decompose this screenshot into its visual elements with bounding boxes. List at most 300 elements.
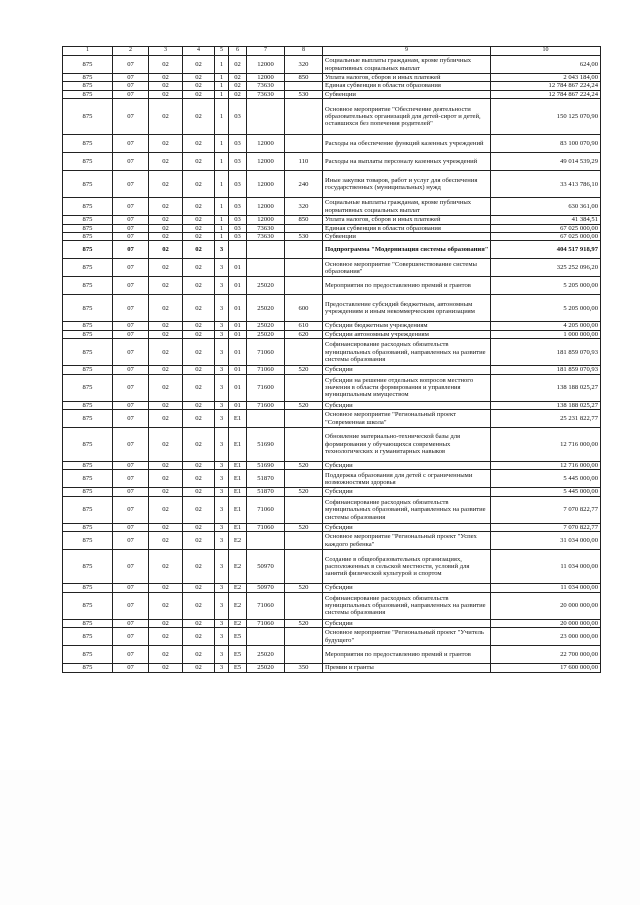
activity-code-cell: 03 bbox=[229, 198, 247, 216]
program-code-cell: 02 bbox=[183, 233, 215, 241]
section-code-cell: 07 bbox=[113, 646, 149, 664]
subsection-code-cell: 02 bbox=[149, 462, 183, 470]
ministry-code-cell: 875 bbox=[63, 646, 113, 664]
program-code-cell: 02 bbox=[183, 224, 215, 232]
activity-code-cell: 03 bbox=[229, 135, 247, 153]
program-code-cell: 02 bbox=[183, 619, 215, 627]
program-code-cell: 02 bbox=[183, 664, 215, 672]
amount-cell: 17 600 000,00 bbox=[491, 664, 601, 672]
activity-code-cell: E1 bbox=[229, 428, 247, 462]
section-code-cell: 07 bbox=[113, 241, 149, 259]
activity-code-cell: 02 bbox=[229, 74, 247, 82]
table-row bbox=[63, 74, 601, 82]
table-row bbox=[63, 523, 601, 531]
subsection-code-cell: 02 bbox=[149, 646, 183, 664]
table-row bbox=[63, 646, 601, 664]
subsection-code-cell: 02 bbox=[149, 339, 183, 366]
direction-code-cell bbox=[247, 628, 285, 646]
program-code-cell: 02 bbox=[183, 241, 215, 259]
subprogram-code-cell: 1 bbox=[215, 233, 229, 241]
ministry-code-cell: 875 bbox=[63, 488, 113, 496]
amount-cell: 11 034 000,00 bbox=[491, 550, 601, 584]
description-cell: Софинансирование расходных обязательств муниципальных образований, направленных на развитие системы образования bbox=[323, 496, 491, 523]
expense-type-code-cell bbox=[285, 259, 323, 277]
section-code-cell: 07 bbox=[113, 374, 149, 401]
direction-code-cell bbox=[247, 410, 285, 428]
table-row bbox=[63, 259, 601, 277]
expense-type-code-cell: 320 bbox=[285, 198, 323, 216]
direction-code-cell: 51690 bbox=[247, 462, 285, 470]
expense-type-code-cell bbox=[285, 592, 323, 619]
section-code-cell: 07 bbox=[113, 259, 149, 277]
program-code-cell: 02 bbox=[183, 428, 215, 462]
description-cell: Основное мероприятие "Региональный проект "Учитель будущего" bbox=[323, 628, 491, 646]
description-cell: Социальные выплаты гражданам, кроме публичных нормативных социальных выплат bbox=[323, 198, 491, 216]
expense-type-code-cell bbox=[285, 550, 323, 584]
budget-table-sheet bbox=[62, 46, 600, 673]
expense-type-code-cell bbox=[285, 496, 323, 523]
activity-code-cell: 03 bbox=[229, 171, 247, 198]
direction-code-cell: 12000 bbox=[247, 74, 285, 82]
program-code-cell: 02 bbox=[183, 295, 215, 322]
direction-code-cell: 51870 bbox=[247, 488, 285, 496]
ministry-code-cell: 875 bbox=[63, 339, 113, 366]
subsection-code-cell: 02 bbox=[149, 619, 183, 627]
subsection-code-cell: 02 bbox=[149, 224, 183, 232]
ministry-code-cell: 875 bbox=[63, 330, 113, 338]
table-row bbox=[63, 550, 601, 584]
direction-code-cell: 71600 bbox=[247, 374, 285, 401]
description-cell: Создание в общеобразовательных организациях, расположенных в сельской местности, условий для занятий физической культурой и спортом bbox=[323, 550, 491, 584]
subsection-code-cell: 02 bbox=[149, 322, 183, 330]
table-row bbox=[63, 462, 601, 470]
amount-cell: 5 205 000,00 bbox=[491, 295, 601, 322]
direction-code-cell: 73630 bbox=[247, 224, 285, 232]
direction-code-cell: 12000 bbox=[247, 153, 285, 171]
expense-type-code-cell bbox=[285, 99, 323, 135]
subsection-code-cell: 02 bbox=[149, 74, 183, 82]
description-cell: Расходы на выплаты персоналу казенных учреждений bbox=[323, 153, 491, 171]
table-row bbox=[63, 366, 601, 374]
expense-type-code-cell bbox=[285, 135, 323, 153]
activity-code-cell: 01 bbox=[229, 295, 247, 322]
expense-type-code-cell: 520 bbox=[285, 523, 323, 531]
subsection-code-cell: 02 bbox=[149, 277, 183, 295]
header-cell: 3 bbox=[149, 47, 183, 56]
activity-code-cell: 03 bbox=[229, 224, 247, 232]
subsection-code-cell: 02 bbox=[149, 628, 183, 646]
subsection-code-cell: 02 bbox=[149, 171, 183, 198]
ministry-code-cell: 875 bbox=[63, 550, 113, 584]
header-cell: 2 bbox=[113, 47, 149, 56]
description-cell: Единая субвенция в области образования bbox=[323, 82, 491, 90]
ministry-code-cell: 875 bbox=[63, 619, 113, 627]
subsection-code-cell: 02 bbox=[149, 82, 183, 90]
program-code-cell: 02 bbox=[183, 488, 215, 496]
subprogram-code-cell: 3 bbox=[215, 664, 229, 672]
direction-code-cell: 73630 bbox=[247, 82, 285, 90]
subsection-code-cell: 02 bbox=[149, 496, 183, 523]
program-code-cell: 02 bbox=[183, 198, 215, 216]
section-code-cell: 07 bbox=[113, 99, 149, 135]
expense-type-code-cell: 520 bbox=[285, 401, 323, 409]
amount-cell: 624,00 bbox=[491, 56, 601, 74]
activity-code-cell: 02 bbox=[229, 56, 247, 74]
description-cell: Мероприятия по предоставлению премий и грантов bbox=[323, 277, 491, 295]
subsection-code-cell: 02 bbox=[149, 470, 183, 488]
ministry-code-cell: 875 bbox=[63, 90, 113, 98]
table-row bbox=[63, 592, 601, 619]
program-code-cell: 02 bbox=[183, 74, 215, 82]
program-code-cell: 02 bbox=[183, 374, 215, 401]
ministry-code-cell: 875 bbox=[63, 584, 113, 592]
program-code-cell: 02 bbox=[183, 646, 215, 664]
table-row bbox=[63, 90, 601, 98]
description-cell: Уплата налогов, сборов и иных платежей bbox=[323, 216, 491, 224]
ministry-code-cell: 875 bbox=[63, 322, 113, 330]
amount-cell: 181 859 070,93 bbox=[491, 339, 601, 366]
expense-type-code-cell bbox=[285, 646, 323, 664]
ministry-code-cell: 875 bbox=[63, 496, 113, 523]
activity-code-cell: E1 bbox=[229, 523, 247, 531]
subsection-code-cell: 02 bbox=[149, 428, 183, 462]
subprogram-code-cell: 1 bbox=[215, 198, 229, 216]
header-cell: 8 bbox=[285, 47, 323, 56]
amount-cell: 5 445 000,00 bbox=[491, 470, 601, 488]
ministry-code-cell: 875 bbox=[63, 171, 113, 198]
amount-cell: 11 034 000,00 bbox=[491, 584, 601, 592]
header-cell: 5 bbox=[215, 47, 229, 56]
ministry-code-cell: 875 bbox=[63, 295, 113, 322]
subprogram-code-cell: 1 bbox=[215, 82, 229, 90]
direction-code-cell: 71060 bbox=[247, 339, 285, 366]
header-cell: 10 bbox=[491, 47, 601, 56]
subprogram-code-cell: 3 bbox=[215, 470, 229, 488]
amount-cell: 12 784 867 224,24 bbox=[491, 90, 601, 98]
direction-code-cell: 50970 bbox=[247, 584, 285, 592]
activity-code-cell: 02 bbox=[229, 90, 247, 98]
program-code-cell: 02 bbox=[183, 339, 215, 366]
description-cell: Субсидии bbox=[323, 462, 491, 470]
amount-cell: 49 014 539,29 bbox=[491, 153, 601, 171]
expense-type-code-cell: 850 bbox=[285, 74, 323, 82]
activity-code-cell: E2 bbox=[229, 532, 247, 550]
table-row bbox=[63, 322, 601, 330]
description-cell: Субсидии bbox=[323, 523, 491, 531]
program-code-cell: 02 bbox=[183, 592, 215, 619]
subprogram-code-cell: 1 bbox=[215, 56, 229, 74]
section-code-cell: 07 bbox=[113, 628, 149, 646]
ministry-code-cell: 875 bbox=[63, 259, 113, 277]
table-row bbox=[63, 339, 601, 366]
amount-cell: 150 125 070,90 bbox=[491, 99, 601, 135]
amount-cell: 12 716 000,00 bbox=[491, 462, 601, 470]
description-cell: Субвенции bbox=[323, 90, 491, 98]
section-code-cell: 07 bbox=[113, 90, 149, 98]
ministry-code-cell: 875 bbox=[63, 74, 113, 82]
subsection-code-cell: 02 bbox=[149, 216, 183, 224]
subprogram-code-cell: 3 bbox=[215, 646, 229, 664]
activity-code-cell: E5 bbox=[229, 664, 247, 672]
program-code-cell: 02 bbox=[183, 550, 215, 584]
table-row bbox=[63, 401, 601, 409]
section-code-cell: 07 bbox=[113, 339, 149, 366]
expense-type-code-cell bbox=[285, 410, 323, 428]
section-code-cell: 07 bbox=[113, 496, 149, 523]
ministry-code-cell: 875 bbox=[63, 277, 113, 295]
activity-code-cell: 03 bbox=[229, 216, 247, 224]
amount-cell: 67 025 000,00 bbox=[491, 233, 601, 241]
subprogram-code-cell: 3 bbox=[215, 523, 229, 531]
activity-code-cell: E5 bbox=[229, 646, 247, 664]
subsection-code-cell: 02 bbox=[149, 374, 183, 401]
amount-cell: 23 000 000,00 bbox=[491, 628, 601, 646]
activity-code-cell: E2 bbox=[229, 550, 247, 584]
section-code-cell: 07 bbox=[113, 488, 149, 496]
section-code-cell: 07 bbox=[113, 470, 149, 488]
ministry-code-cell: 875 bbox=[63, 664, 113, 672]
subsection-code-cell: 02 bbox=[149, 259, 183, 277]
ministry-code-cell: 875 bbox=[63, 523, 113, 531]
section-code-cell: 07 bbox=[113, 428, 149, 462]
program-code-cell: 02 bbox=[183, 56, 215, 74]
subsection-code-cell: 02 bbox=[149, 135, 183, 153]
program-code-cell: 02 bbox=[183, 410, 215, 428]
description-cell: Социальные выплаты гражданам, кроме публичных нормативных социальных выплат bbox=[323, 56, 491, 74]
ministry-code-cell: 875 bbox=[63, 366, 113, 374]
amount-cell: 25 231 822,77 bbox=[491, 410, 601, 428]
subsection-code-cell: 02 bbox=[149, 233, 183, 241]
subprogram-code-cell: 1 bbox=[215, 224, 229, 232]
ministry-code-cell: 875 bbox=[63, 532, 113, 550]
table-row bbox=[63, 330, 601, 338]
program-code-cell: 02 bbox=[183, 584, 215, 592]
activity-code-cell: E1 bbox=[229, 496, 247, 523]
header-cell: 9 bbox=[323, 47, 491, 56]
table-row bbox=[63, 628, 601, 646]
amount-cell: 5 205 000,00 bbox=[491, 277, 601, 295]
subprogram-code-cell: 3 bbox=[215, 550, 229, 584]
activity-code-cell bbox=[229, 241, 247, 259]
section-code-cell: 07 bbox=[113, 198, 149, 216]
subprogram-code-cell: 3 bbox=[215, 366, 229, 374]
activity-code-cell: 01 bbox=[229, 259, 247, 277]
amount-cell: 4 205 000,00 bbox=[491, 322, 601, 330]
subsection-code-cell: 02 bbox=[149, 241, 183, 259]
subprogram-code-cell: 3 bbox=[215, 496, 229, 523]
direction-code-cell: 12000 bbox=[247, 198, 285, 216]
activity-code-cell: E1 bbox=[229, 488, 247, 496]
subsection-code-cell: 02 bbox=[149, 330, 183, 338]
subprogram-code-cell: 1 bbox=[215, 74, 229, 82]
amount-cell: 33 413 786,10 bbox=[491, 171, 601, 198]
description-cell: Подпрограмма "Модернизация системы образования" bbox=[323, 241, 491, 259]
expense-type-code-cell: 610 bbox=[285, 322, 323, 330]
description-cell: Субсидии bbox=[323, 619, 491, 627]
direction-code-cell: 25020 bbox=[247, 330, 285, 338]
table-row bbox=[63, 374, 601, 401]
program-code-cell: 02 bbox=[183, 322, 215, 330]
activity-code-cell: 03 bbox=[229, 99, 247, 135]
description-cell: Основное мероприятие "Региональный проект "Современная школа" bbox=[323, 410, 491, 428]
section-code-cell: 07 bbox=[113, 366, 149, 374]
direction-code-cell: 71600 bbox=[247, 401, 285, 409]
scan-bottom-margin bbox=[0, 770, 640, 905]
section-code-cell: 07 bbox=[113, 153, 149, 171]
direction-code-cell: 25020 bbox=[247, 295, 285, 322]
budget-table bbox=[62, 46, 601, 673]
amount-cell: 22 700 000,00 bbox=[491, 646, 601, 664]
activity-code-cell: 01 bbox=[229, 322, 247, 330]
description-cell: Предоставление субсидий бюджетным, автономным учреждениям и иным некоммерческим организациям bbox=[323, 295, 491, 322]
section-code-cell: 07 bbox=[113, 401, 149, 409]
activity-code-cell: E5 bbox=[229, 628, 247, 646]
direction-code-cell: 51870 bbox=[247, 470, 285, 488]
subsection-code-cell: 02 bbox=[149, 532, 183, 550]
amount-cell: 12 716 000,00 bbox=[491, 428, 601, 462]
header-cell: 4 bbox=[183, 47, 215, 56]
table-row bbox=[63, 216, 601, 224]
section-code-cell: 07 bbox=[113, 523, 149, 531]
subprogram-code-cell: 3 bbox=[215, 322, 229, 330]
subprogram-code-cell: 3 bbox=[215, 488, 229, 496]
program-code-cell: 02 bbox=[183, 82, 215, 90]
ministry-code-cell: 875 bbox=[63, 401, 113, 409]
section-code-cell: 07 bbox=[113, 82, 149, 90]
amount-cell: 2 043 184,00 bbox=[491, 74, 601, 82]
expense-type-code-cell: 530 bbox=[285, 90, 323, 98]
ministry-code-cell: 875 bbox=[63, 153, 113, 171]
direction-code-cell: 71060 bbox=[247, 619, 285, 627]
table-row bbox=[63, 664, 601, 672]
direction-code-cell: 73630 bbox=[247, 90, 285, 98]
program-code-cell: 02 bbox=[183, 90, 215, 98]
direction-code-cell bbox=[247, 99, 285, 135]
activity-code-cell: 01 bbox=[229, 374, 247, 401]
table-row bbox=[63, 56, 601, 74]
direction-code-cell: 50970 bbox=[247, 550, 285, 584]
direction-code-cell: 51690 bbox=[247, 428, 285, 462]
header-cell: 7 bbox=[247, 47, 285, 56]
subprogram-code-cell: 3 bbox=[215, 532, 229, 550]
program-code-cell: 02 bbox=[183, 628, 215, 646]
program-code-cell: 02 bbox=[183, 135, 215, 153]
description-cell: Основное мероприятие "Региональный проект "Успех каждого ребенка" bbox=[323, 532, 491, 550]
ministry-code-cell: 875 bbox=[63, 374, 113, 401]
expense-type-code-cell: 520 bbox=[285, 366, 323, 374]
subsection-code-cell: 02 bbox=[149, 366, 183, 374]
expense-type-code-cell: 110 bbox=[285, 153, 323, 171]
expense-type-code-cell: 240 bbox=[285, 171, 323, 198]
amount-cell: 404 517 918,97 bbox=[491, 241, 601, 259]
ministry-code-cell: 875 bbox=[63, 56, 113, 74]
subsection-code-cell: 02 bbox=[149, 488, 183, 496]
section-code-cell: 07 bbox=[113, 619, 149, 627]
section-code-cell: 07 bbox=[113, 171, 149, 198]
program-code-cell: 02 bbox=[183, 532, 215, 550]
activity-code-cell: 03 bbox=[229, 233, 247, 241]
subprogram-code-cell: 3 bbox=[215, 330, 229, 338]
ministry-code-cell: 875 bbox=[63, 233, 113, 241]
subprogram-code-cell: 1 bbox=[215, 153, 229, 171]
table-row bbox=[63, 496, 601, 523]
amount-cell: 1 000 000,00 bbox=[491, 330, 601, 338]
expense-type-code-cell bbox=[285, 532, 323, 550]
expense-type-code-cell: 520 bbox=[285, 488, 323, 496]
description-cell: Основное мероприятие "Совершенствование системы образования" bbox=[323, 259, 491, 277]
direction-code-cell: 12000 bbox=[247, 171, 285, 198]
subsection-code-cell: 02 bbox=[149, 198, 183, 216]
ministry-code-cell: 875 bbox=[63, 470, 113, 488]
direction-code-cell: 71060 bbox=[247, 366, 285, 374]
subsection-code-cell: 02 bbox=[149, 90, 183, 98]
subprogram-code-cell: 3 bbox=[215, 295, 229, 322]
ministry-code-cell: 875 bbox=[63, 198, 113, 216]
table-row bbox=[63, 135, 601, 153]
section-code-cell: 07 bbox=[113, 410, 149, 428]
amount-cell: 67 025 000,00 bbox=[491, 224, 601, 232]
section-code-cell: 07 bbox=[113, 295, 149, 322]
table-row bbox=[63, 171, 601, 198]
table-row bbox=[63, 224, 601, 232]
activity-code-cell: 01 bbox=[229, 339, 247, 366]
ministry-code-cell: 875 bbox=[63, 428, 113, 462]
section-code-cell: 07 bbox=[113, 277, 149, 295]
expense-type-code-cell: 530 bbox=[285, 233, 323, 241]
direction-code-cell: 73630 bbox=[247, 233, 285, 241]
direction-code-cell: 12000 bbox=[247, 216, 285, 224]
program-code-cell: 02 bbox=[183, 366, 215, 374]
program-code-cell: 02 bbox=[183, 99, 215, 135]
expense-type-code-cell bbox=[285, 277, 323, 295]
direction-code-cell: 71060 bbox=[247, 496, 285, 523]
subprogram-code-cell: 3 bbox=[215, 410, 229, 428]
subprogram-code-cell: 3 bbox=[215, 241, 229, 259]
expense-type-code-cell bbox=[285, 82, 323, 90]
activity-code-cell: E2 bbox=[229, 592, 247, 619]
subsection-code-cell: 02 bbox=[149, 153, 183, 171]
ministry-code-cell: 875 bbox=[63, 99, 113, 135]
ministry-code-cell: 875 bbox=[63, 462, 113, 470]
subsection-code-cell: 02 bbox=[149, 295, 183, 322]
description-cell: Субвенции bbox=[323, 233, 491, 241]
subprogram-code-cell: 1 bbox=[215, 171, 229, 198]
description-cell: Субсидии бюджетным учреждениям bbox=[323, 322, 491, 330]
amount-cell: 31 034 000,00 bbox=[491, 532, 601, 550]
section-code-cell: 07 bbox=[113, 322, 149, 330]
program-code-cell: 02 bbox=[183, 523, 215, 531]
table-row bbox=[63, 428, 601, 462]
section-code-cell: 07 bbox=[113, 664, 149, 672]
description-cell: Уплата налогов, сборов и иных платежей bbox=[323, 74, 491, 82]
program-code-cell: 02 bbox=[183, 462, 215, 470]
description-cell: Субсидии bbox=[323, 366, 491, 374]
activity-code-cell: E1 bbox=[229, 462, 247, 470]
subprogram-code-cell: 3 bbox=[215, 428, 229, 462]
program-code-cell: 02 bbox=[183, 153, 215, 171]
ministry-code-cell: 875 bbox=[63, 216, 113, 224]
activity-code-cell: E2 bbox=[229, 619, 247, 627]
subprogram-code-cell: 3 bbox=[215, 584, 229, 592]
ministry-code-cell: 875 bbox=[63, 410, 113, 428]
subprogram-code-cell: 3 bbox=[215, 259, 229, 277]
amount-cell: 7 070 822,77 bbox=[491, 523, 601, 531]
subprogram-code-cell: 1 bbox=[215, 99, 229, 135]
expense-type-code-cell: 620 bbox=[285, 330, 323, 338]
direction-code-cell bbox=[247, 241, 285, 259]
subprogram-code-cell: 1 bbox=[215, 216, 229, 224]
description-cell: Единая субвенция в области образования bbox=[323, 224, 491, 232]
